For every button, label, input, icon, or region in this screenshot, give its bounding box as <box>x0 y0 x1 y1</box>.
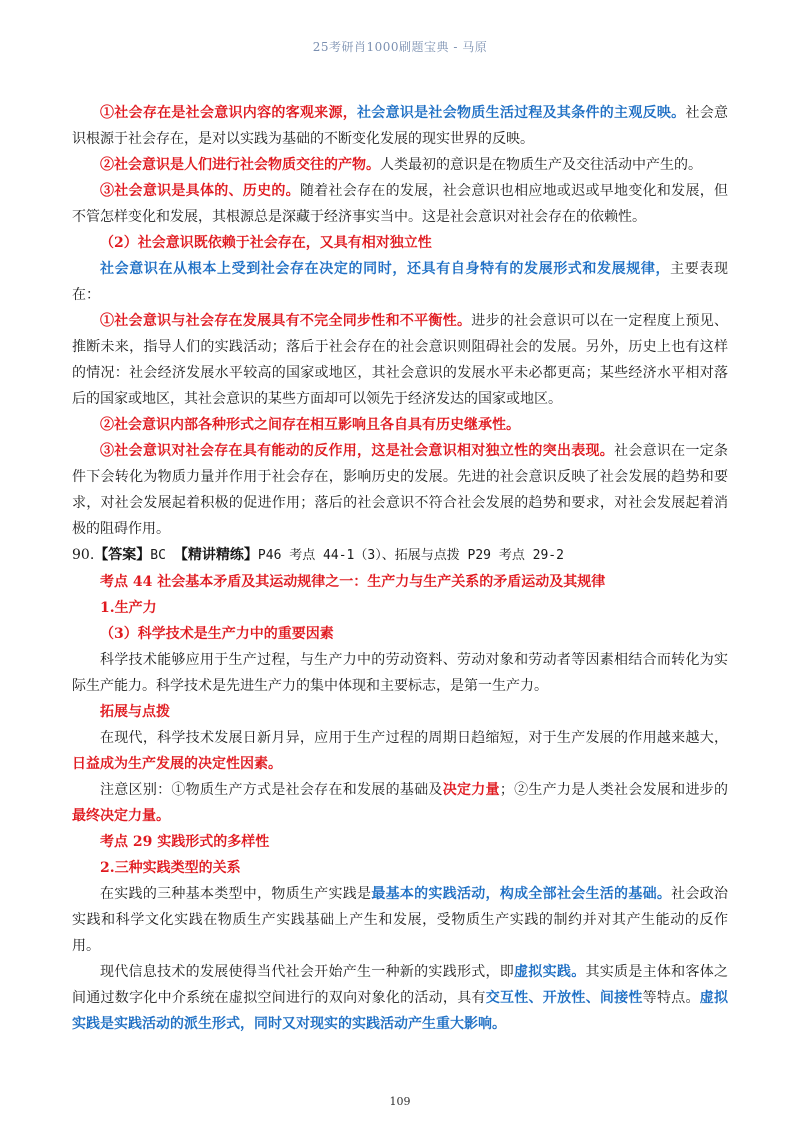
p10-red-2: 最终决定力量。 <box>72 808 170 824</box>
p3-red: ③社会意识是具体的、历史的。 <box>100 183 300 199</box>
p4-text: 主要表现在： <box>72 261 728 303</box>
paragraph-12: 现代信息技术的发展使得当代社会开始产生一种新的实践形式，即虚拟实践。其实质是主体和客体之间通过数字化中介系统在虚拟空间进行的双向对象化的活动，具有交互性、开放性、间接性等特点。虚拟实践是实践活动的派生形式，同时又对现实的实践活动产生重大影响。 <box>72 964 729 1032</box>
document-body <box>72 100 728 1037</box>
paragraph-4 <box>72 256 728 308</box>
paragraph-2 <box>72 152 728 178</box>
p7-text: 社会意识在一定条件下会转化为物质力量并作用于社会存在，影响历史的发展。先进的社会意识反映了社会发展的趋势和要求，对社会发展起着积极的促进作用；落后的社会意识不符合社会发展的趋势和要求，对社会发展起着消极的阻碍作用。 <box>72 443 729 537</box>
p3-text: 随着社会存在的发展，社会意识也相应地或迟或早地变化和发展，但不管怎样变化和发展，其根源总是深藏于经济事实当中。这是社会意识对社会存在的依赖性。 <box>72 183 728 225</box>
p1-text: 社会意识根源于社会存在，是对以实践为基础的不断变化发展的现实世界的反映。 <box>72 105 729 147</box>
p11-blue: 最基本的实践活动，构成全部社会生活的基础。 <box>371 886 672 902</box>
p2-text: 人类最初的意识是在物质生产及交往活动中产生的。 <box>380 157 702 173</box>
kp44-heading: 考点 44 社会基本矛盾及其运动规律之一：生产力与生产关系的矛盾运动及其规律 <box>100 574 606 590</box>
p12-blue-2: 交互性、开放性、间接性 <box>485 990 643 1006</box>
p12-blue-1: 虚拟实践。 <box>514 964 586 980</box>
p7-red: ③社会意识对社会存在具有能动的反作用， <box>100 443 372 459</box>
p1-red: ①社会存在是社会意识内容的客观来源， <box>100 105 358 121</box>
paragraph-1 <box>72 100 728 152</box>
p4-blue: 社会意识在从根本上受到社会存在决定的同时，还具有自身特有的发展形式和发展规律， <box>100 261 671 277</box>
p5-text: 进步的社会意识可以在一定程度上预见、推断未来，指导人们的实践活动；落后于社会存在的社会意识则阻碍社会的发展。另外，历史上也有这样的情况：社会经济发展水平较高的国家或地区，其社会意识的发展水平未必都更高；某些经济水平相对落后的国家或地区，其社会意识的某些方面却可以领先于经济发达的国家或地区。 <box>72 313 729 407</box>
answer-tag: 【答案】 <box>94 547 151 563</box>
section-2-heading: 2.三种实践类型的关系 <box>100 860 241 876</box>
p10-red-1: 决定力量 <box>442 782 500 798</box>
p9-red: 日益成为生产发展的决定性因素。 <box>72 756 282 772</box>
section-1-heading: 1.生产力 <box>100 600 157 616</box>
paragraph-3 <box>72 178 728 230</box>
paragraph-11: 在实践的三种基本类型中，物质生产实践是最基本的实践活动，构成全部社会生活的基础。社会政治实践和科学文化实践在物质生产实践基础上产生和发展，受物质生产实践的制约并对其产生能动的反作用。 <box>72 886 729 954</box>
p7-red-2: 这是社会意识相对独立性的突出表现。 <box>371 443 615 459</box>
page-header: 25考研肖1000刷题宝典 - 马原 <box>312 40 488 54</box>
p9-text: 在现代，科学技术发展日新月异，应用于生产过程的周期日趋缩短，对于生产发展的作用越来越大， <box>100 730 728 746</box>
subsection-3-heading: （3）科学技术是生产力中的重要因素 <box>100 626 334 642</box>
question-number: 90. <box>72 547 95 563</box>
answer-value: BC <box>150 548 166 563</box>
paragraph-8: 科学技术能够应用于生产过程，与生产力中的劳动资料、劳动对象和劳动者等因素相结合而转化为实际生产能力。科学技术是先进生产力的集中体现和主要标志，是第一生产力。 <box>72 652 728 694</box>
paragraph-10: 注意区别：①物质生产方式是社会存在和发展的基础及决定力量；②生产力是人类社会发展和进步的最终决定力量。 <box>72 782 729 824</box>
p12-blue-3: 虚拟实践是实践活动的派生形式，同时又对现实的实践活动产生重大影响。 <box>72 990 729 1032</box>
extension-heading: 拓展与点拨 <box>100 704 170 720</box>
answer-line <box>72 542 728 569</box>
paragraph-9 <box>72 725 728 777</box>
kp29-heading: 考点 29 实践形式的多样性 <box>100 834 270 850</box>
answer-reference: P46 考点 44-1（3）、拓展与点拨 P29 考点 29-2 <box>257 548 564 563</box>
p5-red: ①社会意识与社会存在发展具有不完全同步性和不平衡性。 <box>100 313 472 329</box>
p1-blue: 社会意识是社会物质生活过程及其条件的主观反映。 <box>357 105 686 121</box>
page-number: 109 <box>389 1095 411 1108</box>
paragraph-6: ②社会意识内部各种形式之间存在相互影响且各自具有历史继承性。 <box>100 417 520 433</box>
p2-red: ②社会意识是人们进行社会物质交往的产物。 <box>100 157 380 173</box>
paragraph-5 <box>72 308 728 412</box>
explanation-tag: 【精讲精练】 <box>173 547 258 563</box>
subheading-2: （2）社会意识既依赖于社会存在，又具有相对独立性 <box>100 235 432 251</box>
paragraph-7 <box>72 438 728 542</box>
